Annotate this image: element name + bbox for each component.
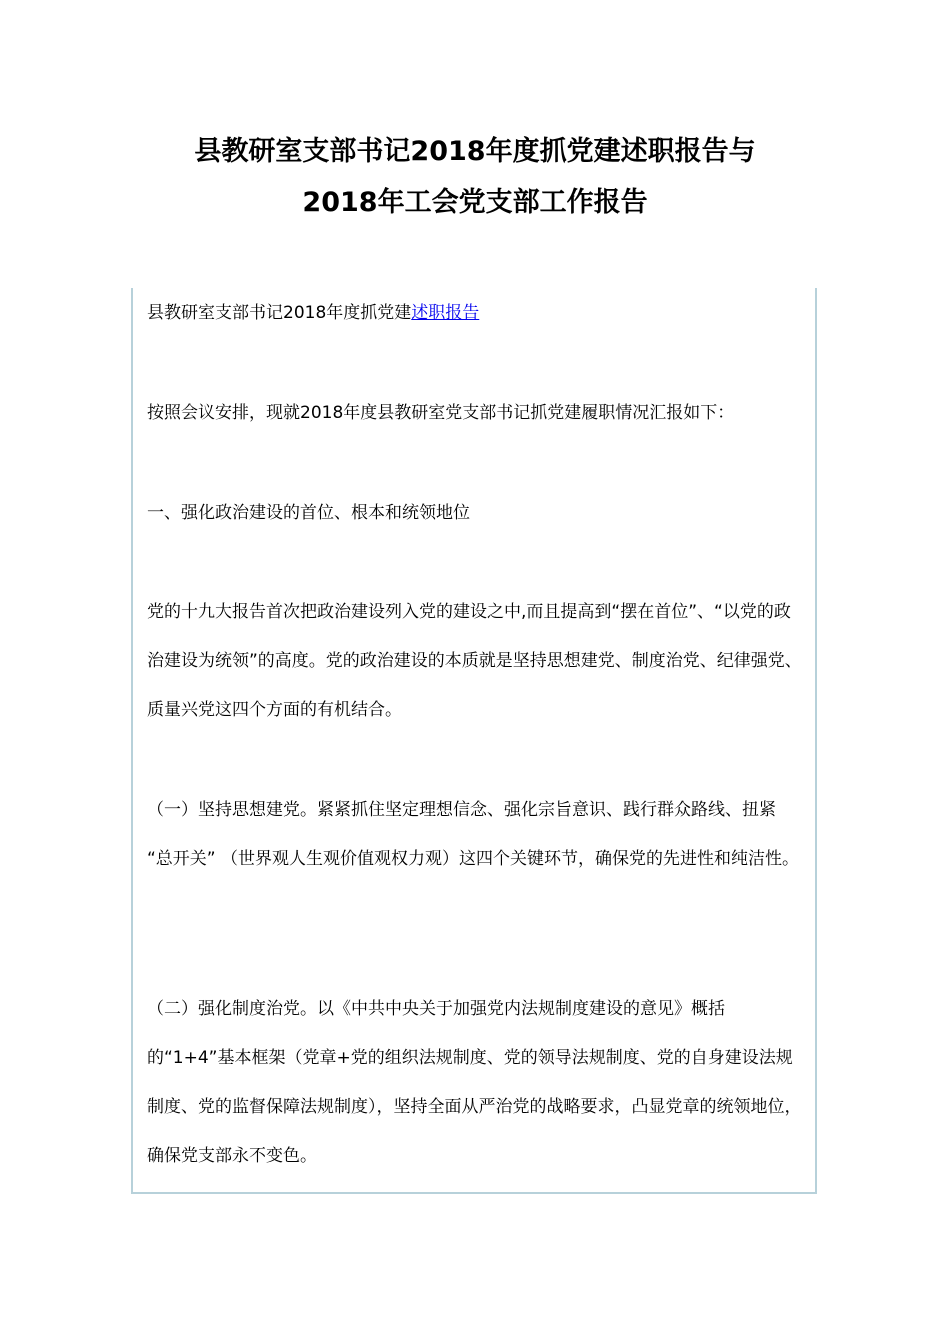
content-box <box>131 288 817 1194</box>
section-heading-1: 一、强化政治建设的首位、根本和统领地位 <box>147 503 470 523</box>
intro-text: 县教研室支部书记2018年度抓党建 <box>147 303 412 323</box>
subsection-paragraph-2: （二）强化制度治党。以《中共中央关于加强党内法规制度建设的意见》概括的“1+4”基本框架（党章+党的组织法规制度、党的领导法规制度、党的自身建设法规制度、党的监督保障法规制度），坚持全面从严治党的战略要求，凸显党章的统领地位，确保党支部永不变色。 <box>147 999 802 1166</box>
title-line-1: 县教研室支部书记2018年度抓党建述职报告与 <box>194 136 756 167</box>
intro-paragraph <box>147 289 807 338</box>
subsection-paragraph-1: （一）坚持思想建党。紧紧抓住坚定理想信念、强化宗旨意识、践行群众路线、扭紧 “总开关” （世界观人生观价值观权力观）这四个关键环节，确保党的先进性和纯洁性。 <box>147 800 800 869</box>
lead-paragraph: 按照会议安排，现就2018年度县教研室党支部书记抓党建履职情况汇报如下： <box>147 403 735 423</box>
report-link[interactable]: 述职报告 <box>411 303 480 323</box>
document-title <box>0 126 950 228</box>
body-paragraph-1: 党的十九大报告首次把政治建设列入党的建设之中,而且提高到“摆在首位”、“以党的政治建设为统领”的高度。党的政治建设的本质就是坚持思想建党、制度治党、纪律强党、质量兴党这四个方面的有机结合。 <box>147 602 802 720</box>
title-line-2: 2018年工会党支部工作报告 <box>302 187 648 218</box>
